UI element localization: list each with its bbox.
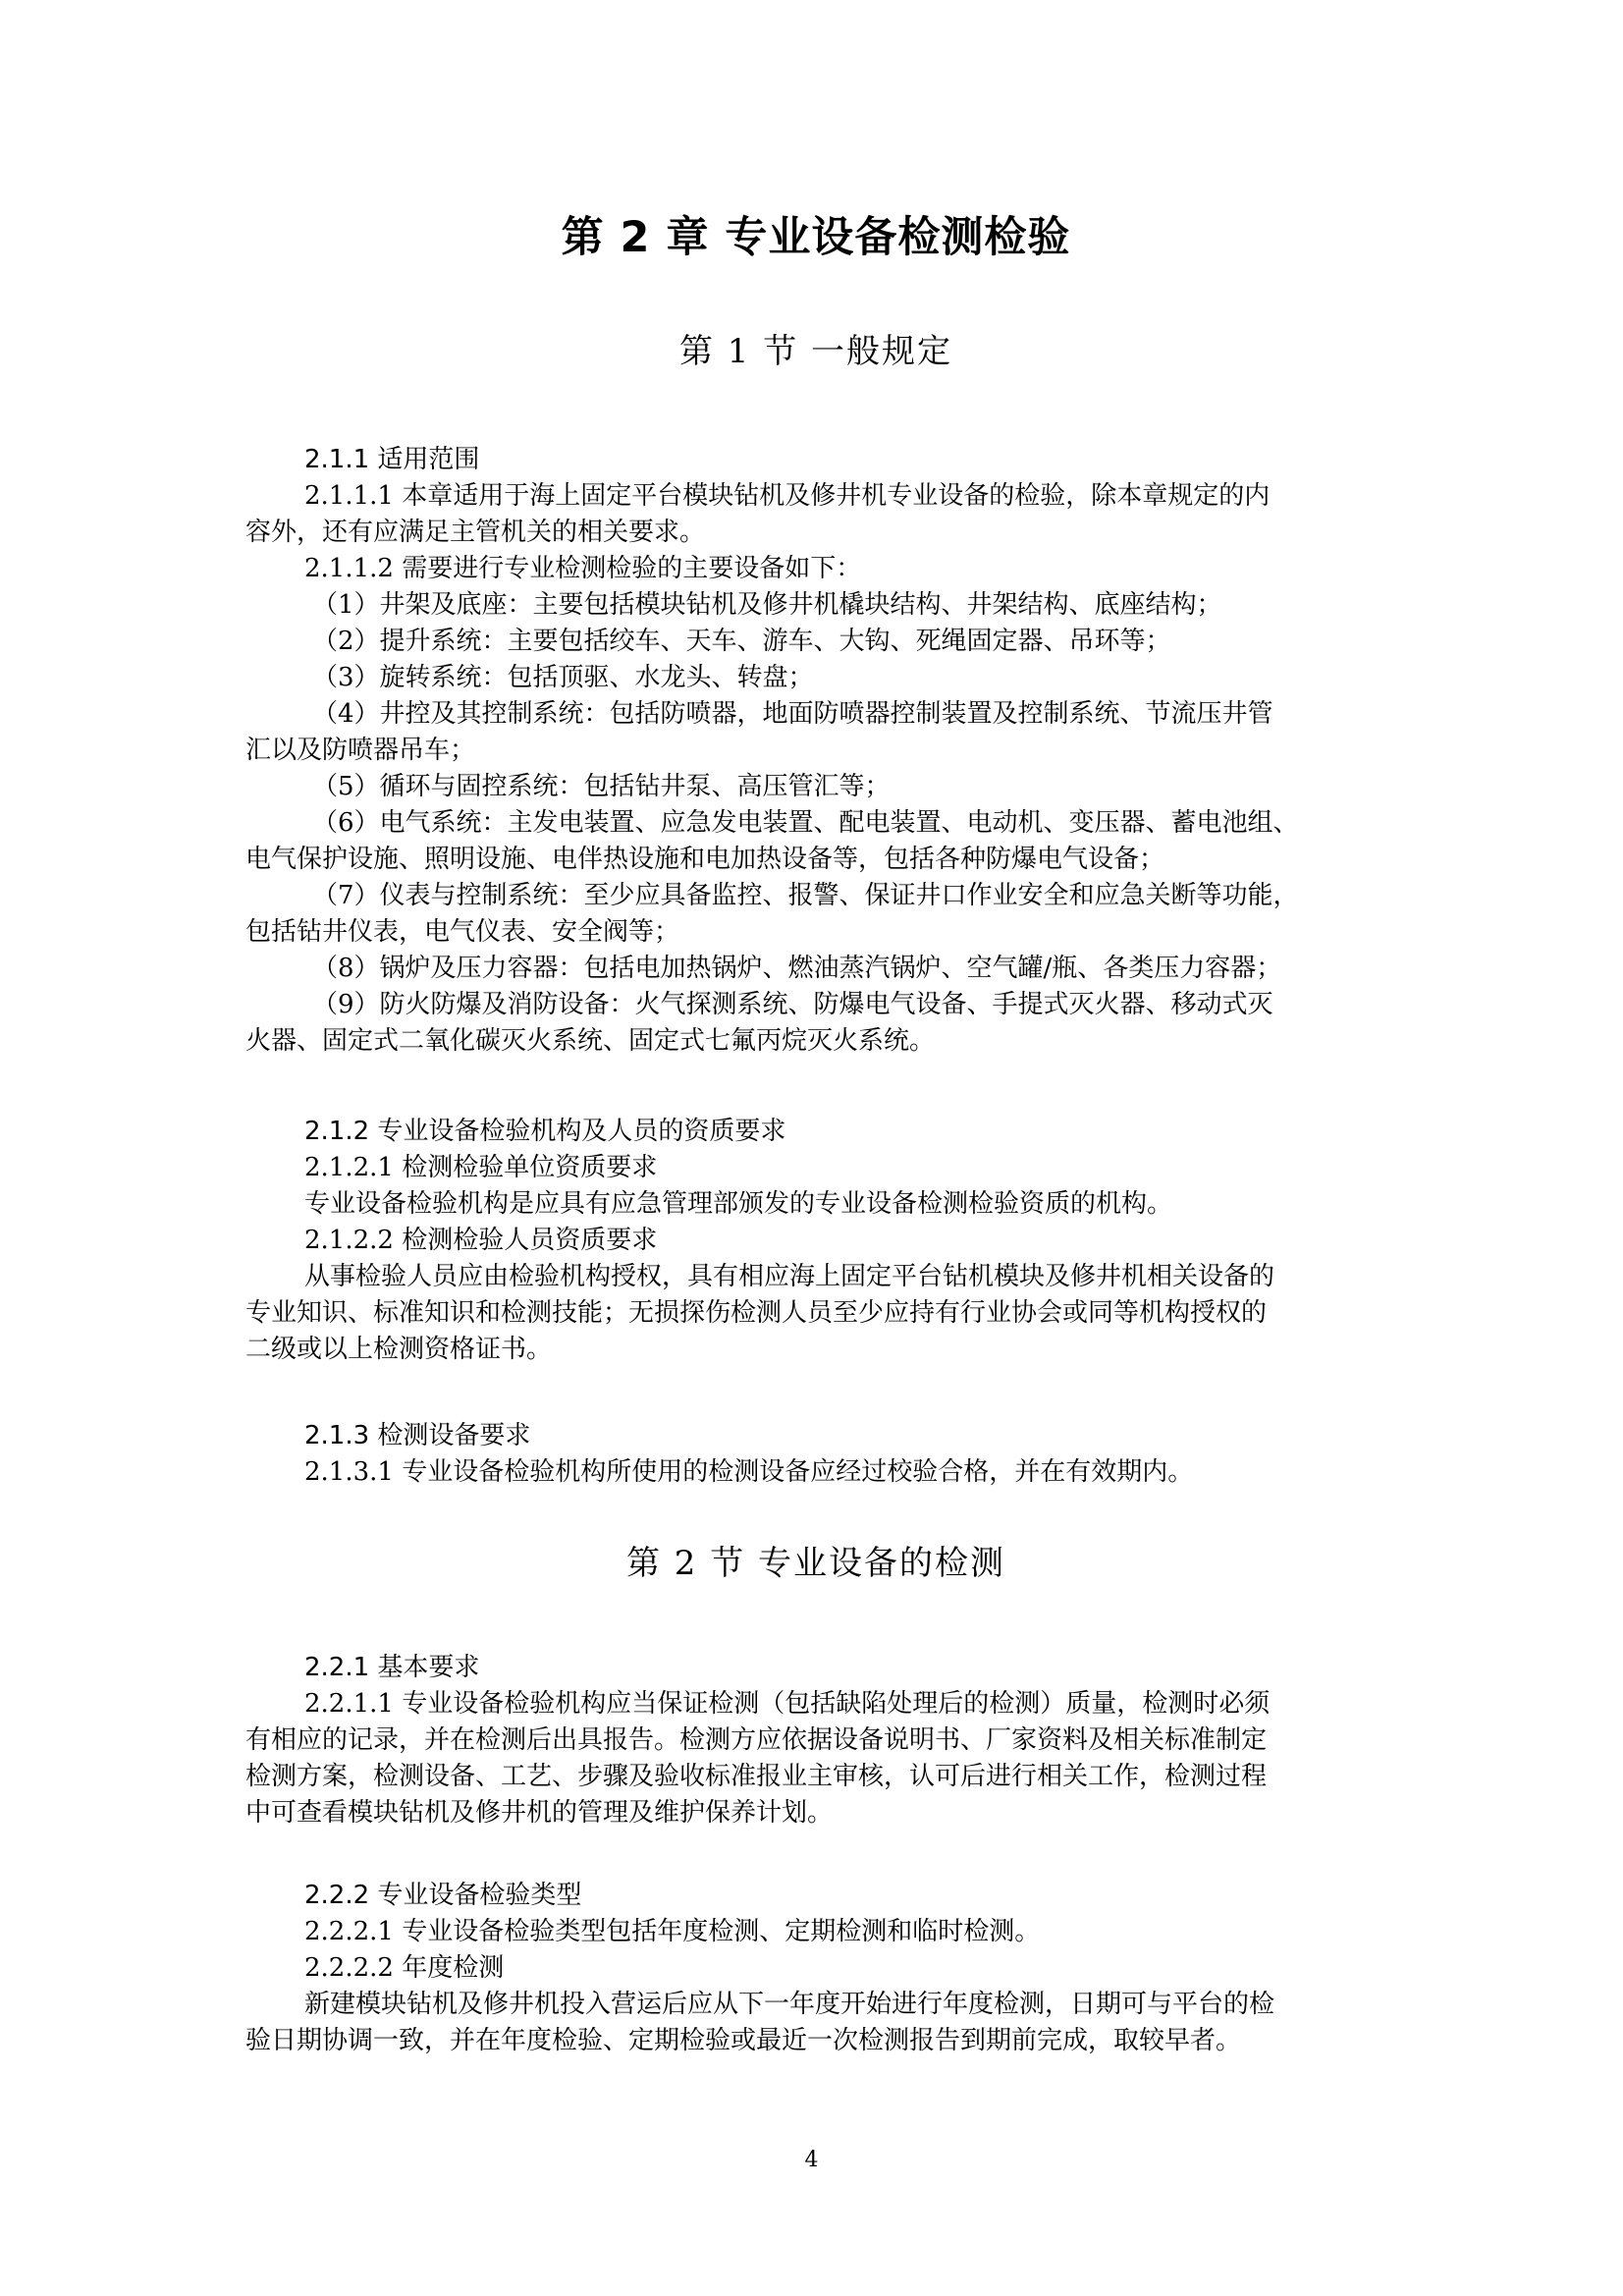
list-item-2: （2）提升系统：主要包括绞车、天车、游车、大钩、死绳固定器、吊环等； (312, 627, 1171, 656)
list-item-9-line1: （9）防火防爆及消防设备：火气探测系统、防爆电气设备、手提式灭火器、移动式灭 (312, 990, 1273, 1019)
paragraph-2-2-1-1-line3: 检测方案，检测设备、工艺、步骤及验收标准报业主审核，认可后进行相关工作，检测过程 (245, 1762, 1268, 1791)
list-item-9-line2: 火器、固定式二氧化碳灭火系统、固定式七氟丙烷灭火系统。 (245, 1026, 936, 1056)
section-2-2-2 (245, 1878, 1386, 2059)
heading-2-2-2: 2.2.2 专业设备检验类型 (304, 1881, 582, 1910)
section-2-1-1 (245, 442, 1386, 1060)
heading-2-1-3: 2.1.3 检测设备要求 (304, 1421, 531, 1450)
list-item-8: （8）锅炉及压力容器：包括电加热锅炉、燃油蒸汽锅炉、空气罐/瓶、各类压力容器； (312, 954, 1282, 983)
list-item-4-line1: （4）井控及其控制系统：包括防喷器，地面防喷器控制装置及控制系统、节流压井管 (312, 699, 1273, 729)
paragraph-2-1-2-2-line3: 二级或以上检测资格证书。 (245, 1335, 553, 1364)
list-item-6-line1: （6）电气系统：主发电装置、应急发电装置、配电装置、电动机、变压器、蓄电池组、 (312, 808, 1299, 838)
paragraph-2-2-2-2-line1: 新建模块钻机及修井机投入营运后应从下一年度开始进行年度检测，日期可与平台的检 (304, 1990, 1275, 2019)
paragraph-2-2-1-1-line4: 中可查看模块钻机及修井机的管理及维护保养计划。 (245, 1798, 834, 1828)
section-2-title: 第 2 节 专业设备的检测 (625, 1544, 1006, 1583)
paragraph-2-2-2-2-line2: 验日期协调一致，并在年度检验、定期检验或最近一次检测报告到期前完成，取较早者。 (245, 2026, 1242, 2055)
paragraph-2-1-2-2-line2: 专业知识、标准知识和检测技能；无损探伤检测人员至少应持有行业协会或同等机构授权的 (245, 1298, 1268, 1328)
paragraph-2-1-1-1-line1: 2.1.1.1 本章适用于海上固定平台模块钻机及修井机专业设备的检验，除本章规定的内 (304, 481, 1271, 511)
paragraph-2-1-2-1: 专业设备检验机构是应具有应急管理部颁发的专业设备检测检验资质的机构。 (304, 1189, 1173, 1219)
subheading-2-1-2-1: 2.1.2.1 检测检验单位资质要求 (304, 1153, 658, 1182)
paragraph-2-2-1-1-line2: 有相应的记录，并在检测后出具报告。检测方应依据设备说明书、厂家资料及相关标准制定 (245, 1725, 1268, 1755)
paragraph-2-1-1-1-line2: 容外，还有应满足主管机关的相关要求。 (245, 518, 706, 547)
subheading-2-1-2-2: 2.1.2.2 检测检验人员资质要求 (304, 1226, 658, 1255)
paragraph-2-2-1-1-line1: 2.2.1.1 专业设备检验机构应当保证检测（包括缺陷处理后的检测）质量，检测时必须 (304, 1689, 1271, 1719)
subheading-2-2-2-2: 2.2.2.2 年度检测 (304, 1953, 505, 1983)
list-item-5: （5）循环与固控系统：包括钻井泵、高压管汇等； (312, 772, 891, 801)
section-2-1-3 (245, 1418, 1386, 1491)
chapter-title: 第 2 章 专业设备检测检验 (561, 213, 1071, 262)
paragraph-2-2-2-1: 2.2.2.1 专业设备检验类型包括年度检测、定期检测和临时检测。 (304, 1917, 1041, 1946)
list-item-6-line2: 电气保护设施、照明设施、电伴热设施和电加热设备等，包括各种防爆电气设备； (245, 845, 1165, 874)
heading-2-1-2: 2.1.2 专业设备检验机构及人员的资质要求 (304, 1117, 786, 1146)
paragraph-2-1-1-2: 2.1.1.2 需要进行专业检测检验的主要设备如下： (304, 554, 862, 583)
list-item-7-line1: （7）仪表与控制系统：至少应具备监控、报警、保证井口作业安全和应急关断等功能， (312, 881, 1299, 910)
section-2-1-2 (245, 1114, 1386, 1368)
paragraph-2-1-2-2-line1: 从事检验人员应由检验机构授权，具有相应海上固定平台钻机模块及修井机相关设备的 (304, 1262, 1275, 1291)
section-1-title: 第 1 节 一般规定 (678, 332, 953, 371)
page-number: 4 (804, 2148, 819, 2172)
heading-2-1-1: 2.1.1 适用范围 (304, 445, 480, 474)
list-item-7-line2: 包括钻井仪表，电气仪表、安全阀等； (245, 917, 680, 947)
list-item-4-line2: 汇以及防喷器吊车； (245, 736, 476, 765)
list-item-1: （1）井架及底座：主要包括模块钻机及修井机橇块结构、井架结构、底座结构； (312, 590, 1222, 620)
heading-2-2-1: 2.2.1 基本要求 (304, 1653, 480, 1682)
paragraph-2-1-3-1: 2.1.3.1 专业设备检验机构所使用的检测设备应经过校验合格，并在有效期内。 (304, 1457, 1194, 1487)
section-2-2-1 (245, 1650, 1386, 1831)
list-item-3: （3）旋转系统：包括顶驱、水龙头、转盘； (312, 663, 814, 692)
